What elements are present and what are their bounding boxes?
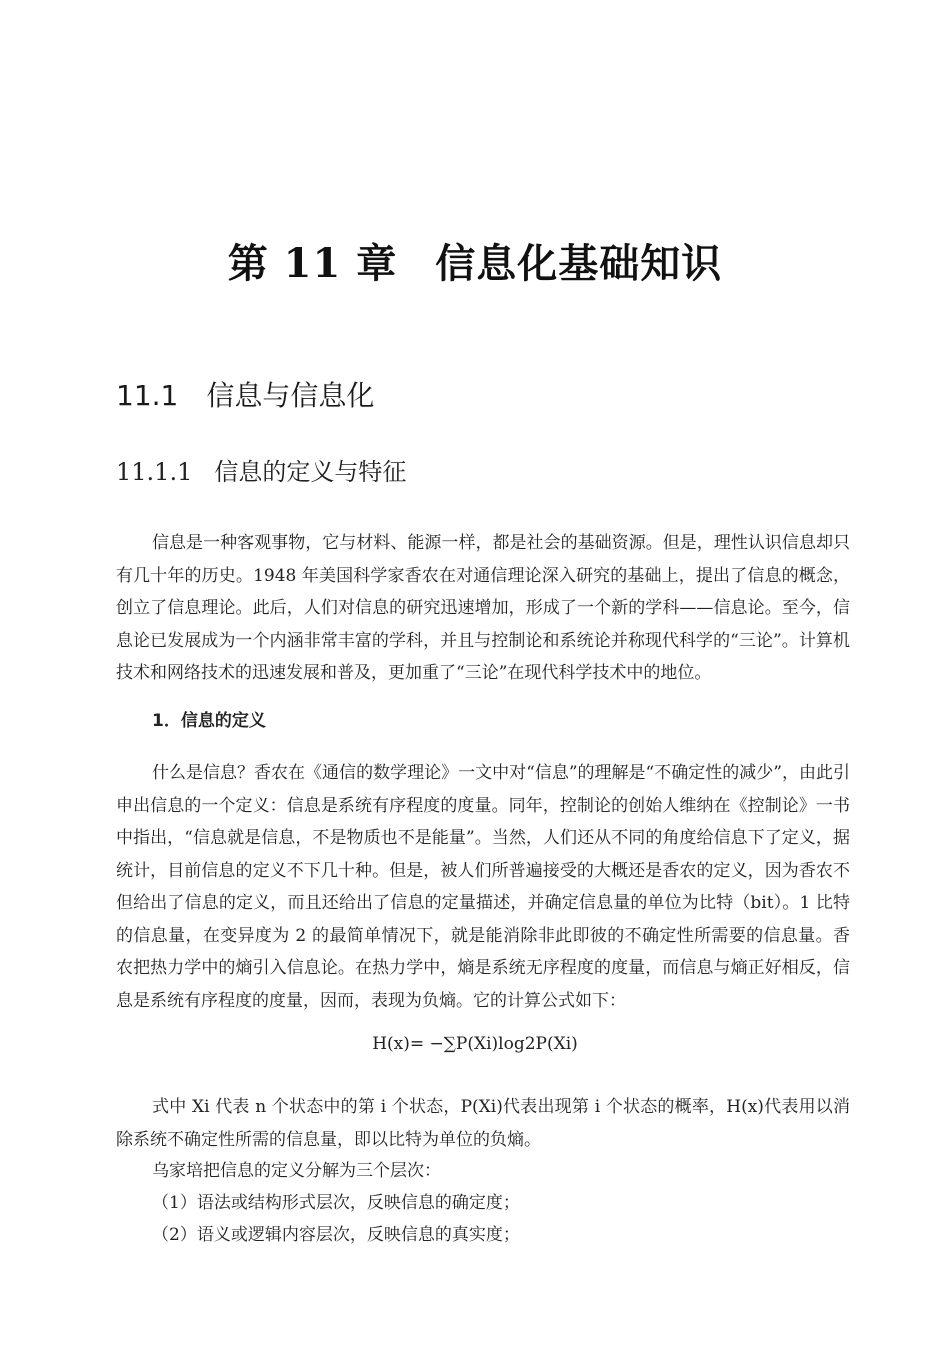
chapter-name: 信息化基础知识 <box>435 240 723 287</box>
list-item-syntax-level: （1）语法或结构形式层次，反映信息的确定度； <box>152 1193 520 1213</box>
paragraph-intro: 信息是一种客观事物，它与材料、能源一样，都是社会的基础资源。但是，理性认识信息却只有几十年的历史。1948 年美国科学家香农在对通信理论深入研究的基础上，提出了信息的概念，创立了信息理论。此后，人们对信息的研究迅速增加，形成了一个新的学科——信息论。至今，信息论已发展成为一个内涵非常丰富的学科，并且与控制论和系统论并称现代科学的“三论”。计算机技术和网络技术的迅速发展和普及，更加重了“三论”在现代科学技术中的地位。 <box>116 533 850 683</box>
heading-definition: 1．信息的定义 <box>152 711 266 731</box>
list-item-semantic-level: （2）语义或逻辑内容层次，反映信息的真实度； <box>152 1225 520 1245</box>
chapter-number: 第 11 章 <box>227 240 398 287</box>
section-title <box>116 374 374 414</box>
section-number: 11.1 <box>116 379 179 412</box>
subsection-title <box>116 452 406 487</box>
chapter-title <box>0 232 950 289</box>
entropy-formula: H(x)= −∑P(Xi)log2P(Xi) <box>372 1034 578 1054</box>
paragraph-formula-explanation: 式中 Xi 代表 n 个状态中的第 i 个状态，P(Xi)代表出现第 i 个状态的概率，H(x)代表用以消除系统不确定性所需的信息量，即以比特为单位的负熵。 <box>116 1097 850 1150</box>
section-name: 信息与信息化 <box>206 379 375 412</box>
paragraph-definition: 什么是信息？香农在《通信的数学理论》一文中对“信息”的理解是“不确定性的减少”，由此引申出信息的一个定义：信息是系统有序程度的度量。同年，控制论的创始人维纳在《控制论》一书中指出，“信息就是信息，不是物质也不是能量”。当然，人们还从不同的角度给信息下了定义，据统计，目前信息的定义不下几十种。但是，被人们所普遍接受的大概还是香农的定义，因为香农不但给出了信息的定义，而且还给出了信息的定量描述，并确定信息量的单位为比特（bit）。1 比特的信息量，在变异度为 2 的最简单情况下，就是能消除非此即彼的不确定性所需要的信息量。香农把热力学中的熵引入信息论。在热力学中，熵是系统无序程度的度量，而信息与熵正好相反，信息是系统有序程度的度量，因而，表现为负熵。它的计算公式如下： <box>116 763 850 1011</box>
subsection-name: 信息的定义与特征 <box>214 458 407 486</box>
paragraph-levels-intro: 乌家培把信息的定义分解为三个层次： <box>152 1161 441 1181</box>
subsection-number: 11.1.1 <box>116 458 193 486</box>
